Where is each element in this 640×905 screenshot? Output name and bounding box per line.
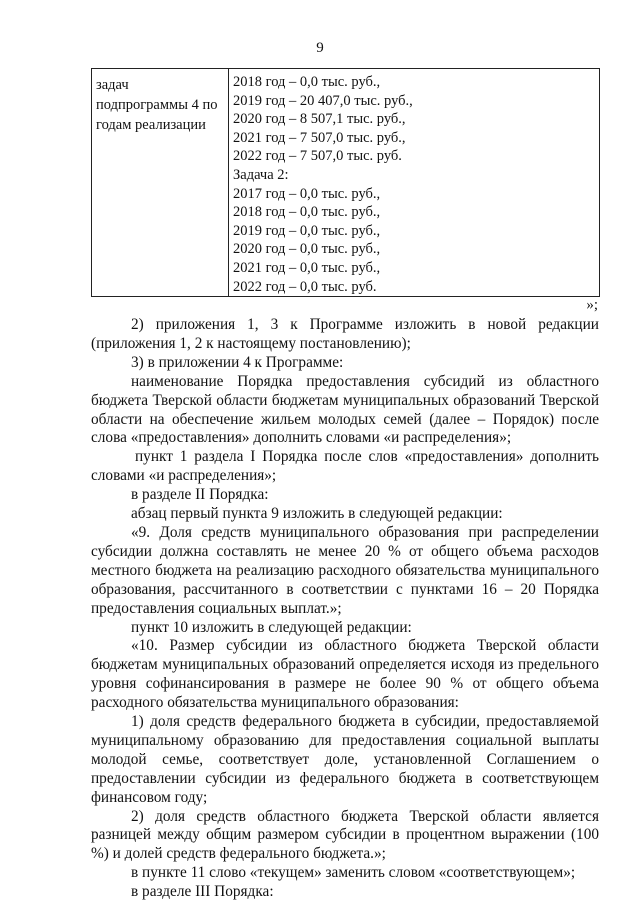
paragraph: 3) в приложении 4 к Программе: [131,353,344,371]
paragraph: 2) доля средств областного бюджета Тверской области является разницей между общим размером субсидии в процентном выражении (100 %) и долей средств федерального бюджета.»; [91,807,599,863]
table-value-line: 2022 год – 0,0 тыс. руб. [233,278,377,295]
paragraph: «10. Размер субсидии из областного бюджета Тверской области бюджетам муниципальных образований определяется исходя из предельного уровня софинансирования в размере не более 90 % от общего объема расходного обязательства муниципального образования: [91,637,599,712]
paragraph: пункт 1 раздела I Порядка после слов «предоставления» дополнить словами «и распределения»; [91,448,599,485]
paragraph: наименование Порядка предоставления субсидий из областного бюджета Тверской области бюджетам муниципальных образований Тверской области на обеспечение жильем молодых семей (далее – Порядок) после слова «предоставления» дополнить словами «и распределения»; [91,372,599,447]
table-value-line: 2021 год – 0,0 тыс. руб., [233,259,381,276]
paragraph: «9. Доля средств муниципального образования при распределении субсидии должна составлять не менее 20 % от общего объема расходов местного бюджета на реализацию расходного обязательства муниципального образования, рассчитанного в соответствии с пунктами 16 – 20 Порядка предоставления социальных выплат.»; [91,523,599,617]
table-value-line: 2020 год – 0,0 тыс. руб., [233,241,381,258]
table-label-line: задач [96,77,129,93]
table-label-line: подпрограммы 4 по [96,97,218,113]
table-value-line: 2020 год – 8 507,1 тыс. руб., [233,111,406,128]
paragraph: в пункте 11 слово «текущем» заменить словом «соответствующем»; [131,864,576,882]
table-value-cell [229,69,599,296]
table-value-line: 2018 год – 0,0 тыс. руб., [233,74,381,90]
table-value-line: 2017 год – 0,0 тыс. руб., [233,185,381,202]
paragraph: абзац первый пункта 9 изложить в следующей редакции: [131,505,503,523]
table-value-line: 2022 год – 7 507,0 тыс. руб. [233,148,402,165]
table-label-line: годам реализации [96,117,206,133]
paragraph: 2) приложения 1, 3 к Программе изложить в новой редакции (приложения 1, 2 к настоящему постановлению); [91,316,599,352]
table-value-line: 2019 год – 20 407,0 тыс. руб., [233,92,413,109]
paragraph: пункт 10 изложить в следующей редакции: [131,618,412,636]
funding-table [91,68,600,297]
paragraph: 1) доля средств федерального бюджета в субсидии, предоставляемой муниципальному образованию для предоставления социальной выплаты молодой семье, соответствует доле, установленной Соглашением о предоставлении субсидии из федерального бюджета в соответствующем финансовом году; [91,713,599,806]
page-number: 9 [316,40,324,56]
paragraph: в разделе II Порядка: [131,486,269,504]
table-value-line: 2019 год – 0,0 тыс. руб., [233,222,381,239]
table-value-line: 2018 год – 0,0 тыс. руб., [233,204,381,221]
paragraph: в разделе III Порядка: [131,883,274,901]
document-body [91,316,599,902]
table-value-line: 2021 год – 7 507,0 тыс. руб., [233,129,406,146]
table-value-line: Задача 2: [233,166,289,183]
table-label-cell [92,69,229,296]
closing-quote-mark: »; [586,297,598,313]
